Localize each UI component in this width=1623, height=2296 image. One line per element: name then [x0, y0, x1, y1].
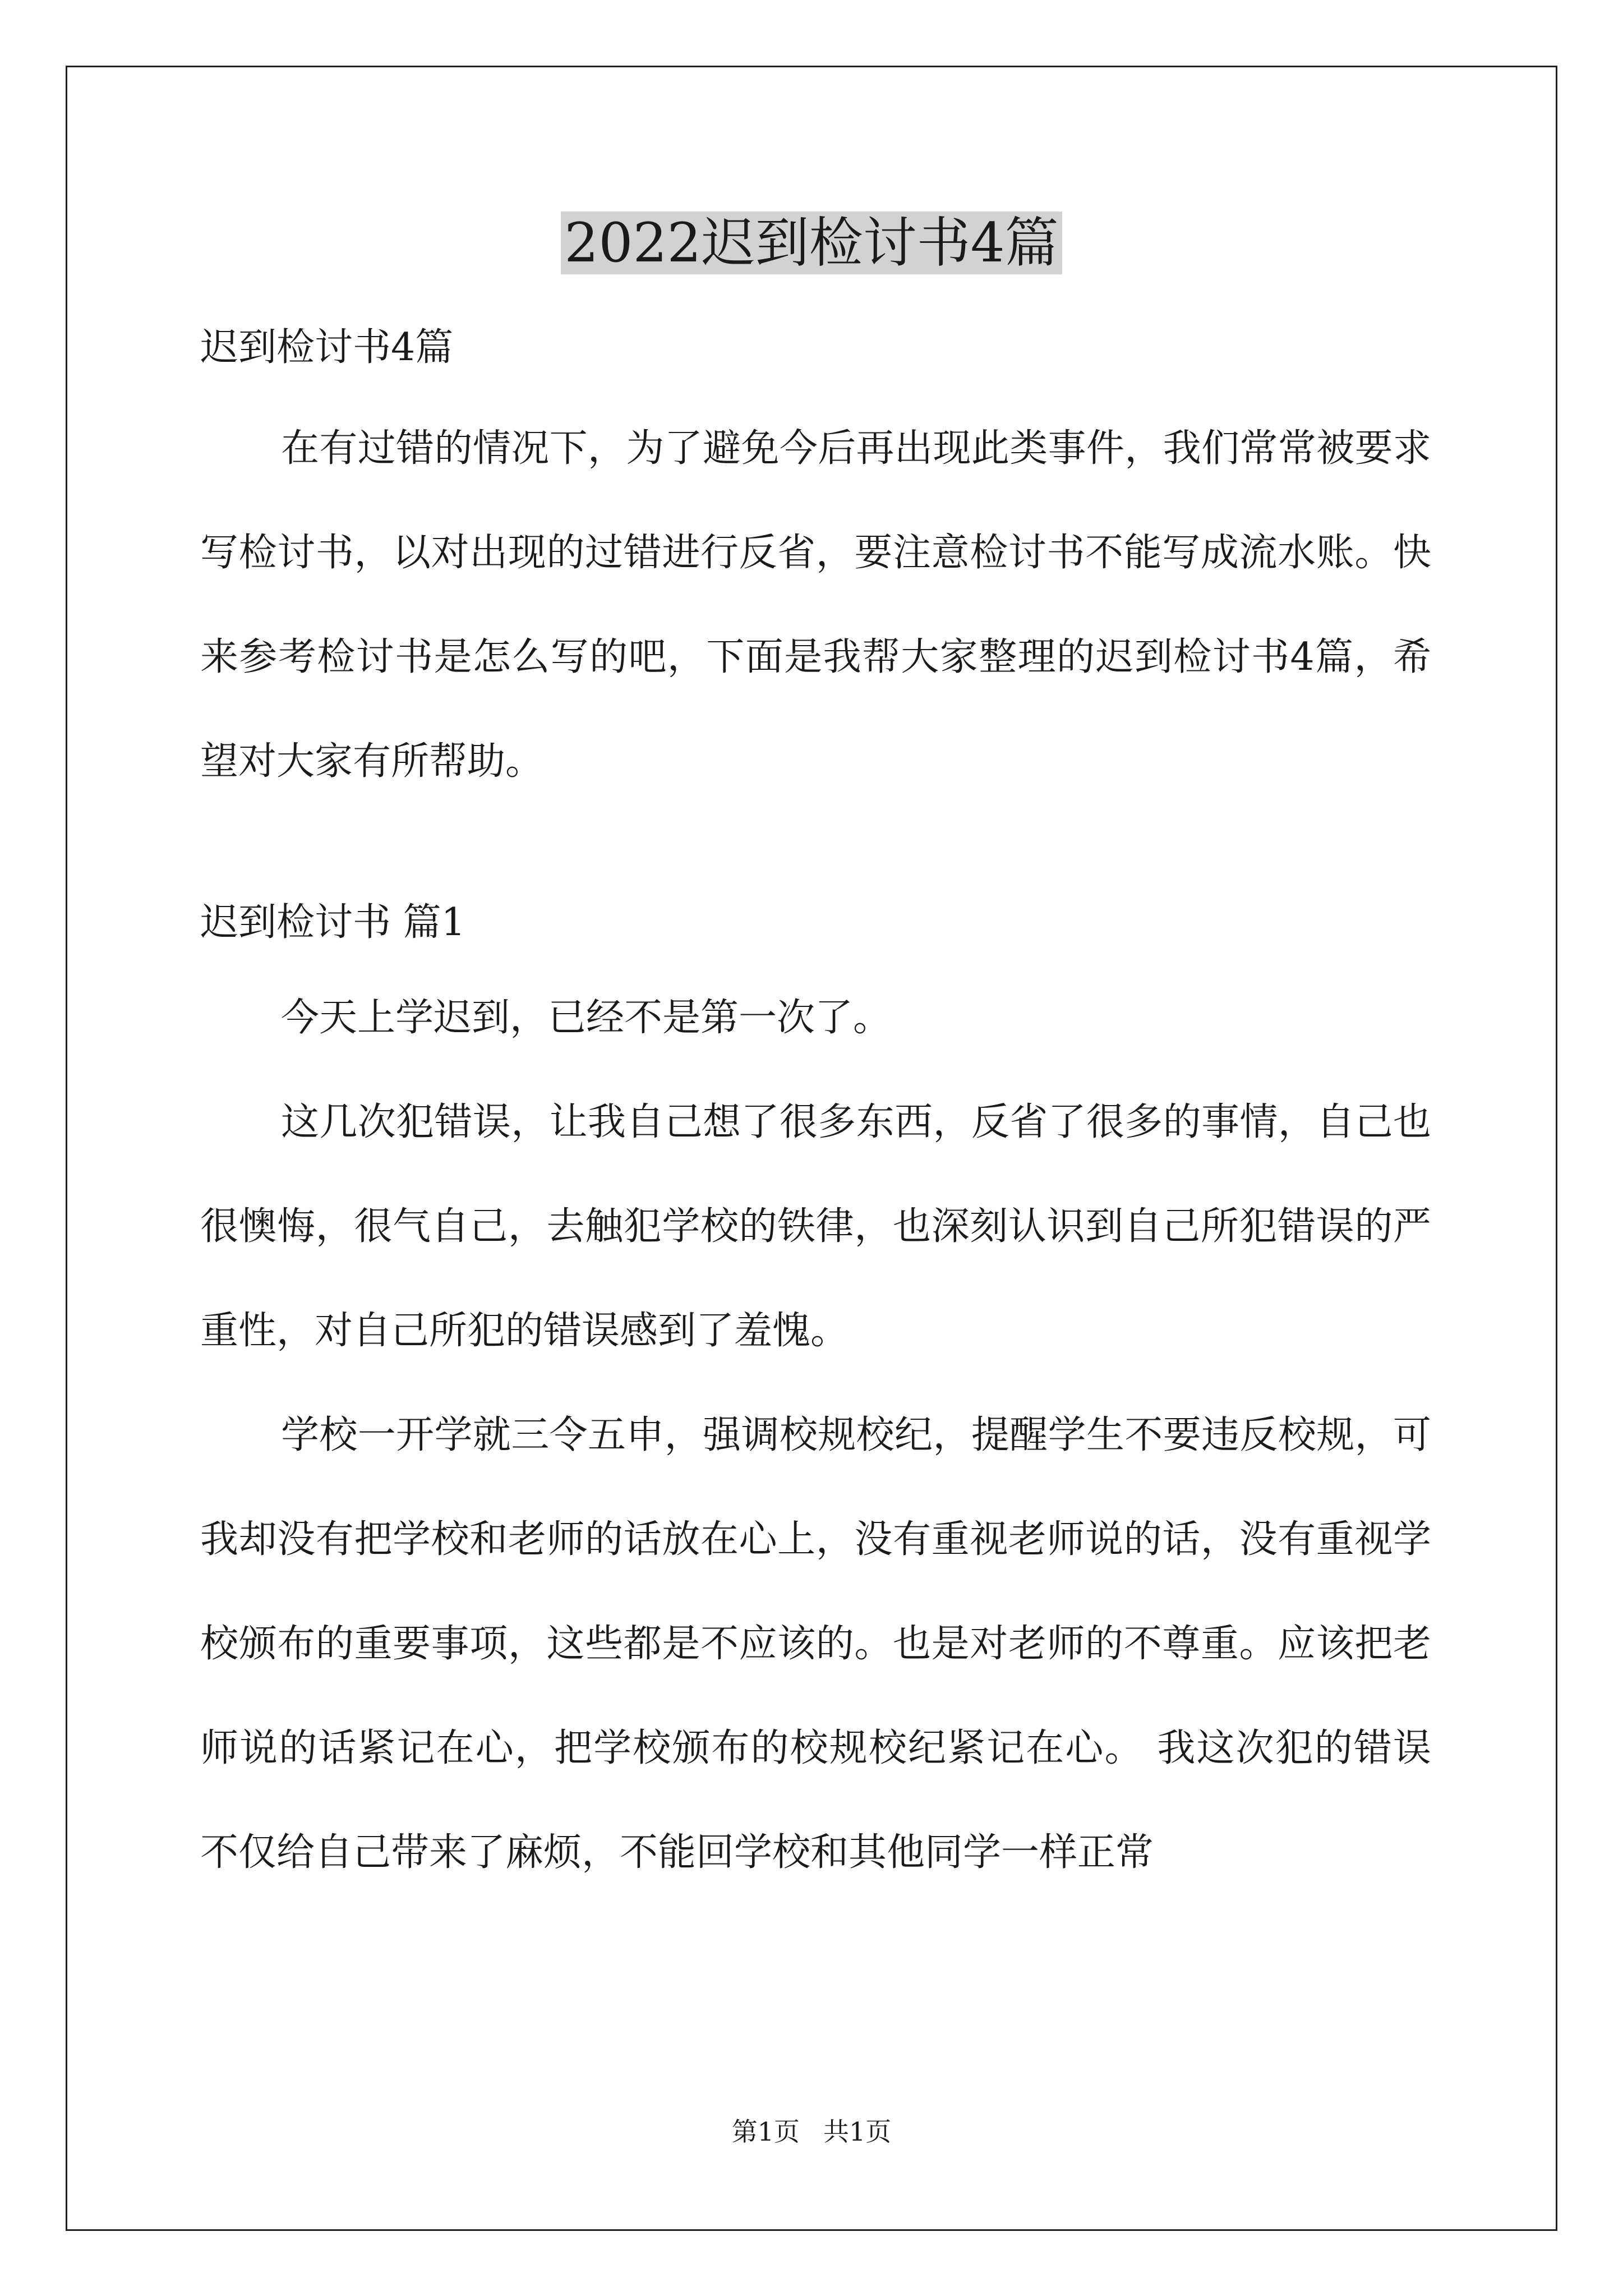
document-body [200, 320, 1431, 1905]
intro-heading: 迟到检讨书4篇 [200, 325, 454, 370]
section-1-paragraph-2: 这几次犯错误，让我自己想了很多东西，反省了很多的事情，自己也很懊悔，很气自己，去触犯学校的铁律，也深刻认识到自己所犯错误的严重性，对自己所犯的错误感到了羞愧。 [200, 1100, 1431, 1353]
page-number: 第1页 [731, 2116, 800, 2147]
page-total: 共1页 [823, 2116, 892, 2147]
section-1-paragraph-1: 今天上学迟到，已经不是第一次了。 [281, 996, 892, 1040]
document-title [0, 204, 1623, 282]
section-1-heading: 迟到检讨书 篇1 [200, 900, 465, 945]
section-1-paragraph-3: 学校一开学就三令五申，强调校规校纪，提醒学生不要违反校规，可我却没有把学校和老师的话放在心上，没有重视老师说的话，没有重视学校颁布的重要事项，这些都是不应该的。也是对老师的不尊重。应该把老师说的话紧记在心，把学校颁布的校规校纪紧记在心。 我这次犯的错误不仅给自己带来了麻烦，不能回学校和其他同学一样正常 [200, 1413, 1431, 1875]
intro-paragraph: 在有过错的情况下，为了避免今后再出现此类事件，我们常常被要求写检讨书，以对出现的过错进行反省，要注意检讨书不能写成流水账。快来参考检讨书是怎么写的吧，下面是我帮大家整理的迟到检讨书4篇，希望对大家有所帮助。 [200, 426, 1431, 784]
document-title-text: 2022迟到检讨书4篇 [561, 211, 1062, 274]
page-footer [0, 2115, 1623, 2148]
